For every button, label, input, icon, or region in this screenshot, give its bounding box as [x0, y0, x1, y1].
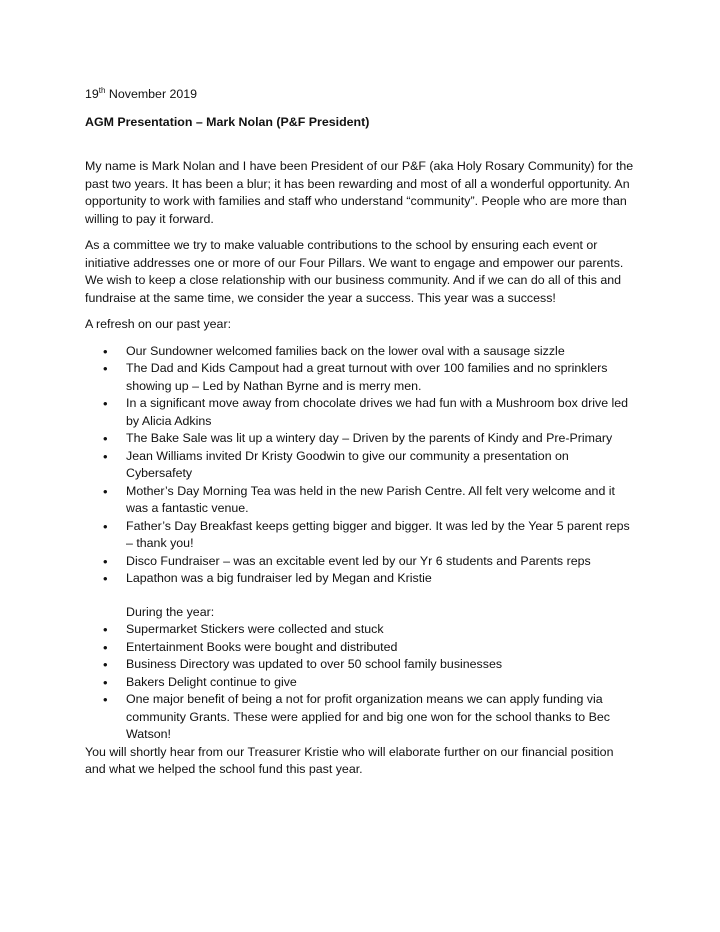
list-item: • Father’s Day Breakfast keeps getting bigger and bigger. It was led by the Year 5 parent reps – thank you!	[85, 518, 636, 553]
list-item: • Lapathon was a big fundraiser led by Megan and Kristie	[85, 570, 636, 588]
list-item: • In a significant move away from chocolate drives we had fun with a Mushroom box drive led by Alicia Adkins	[85, 395, 636, 430]
list-item: • Our Sundowner welcomed families back on the lower oval with a sausage sizzle	[85, 343, 636, 361]
list-item: • Mother’s Day Morning Tea was held in the new Parish Centre. All felt very welcome and it was a fantastic venue.	[85, 483, 636, 518]
date-suffix: th	[98, 85, 106, 95]
list-item: • Supermarket Stickers were collected and stuck	[85, 621, 636, 639]
list-item: • Bakers Delight continue to give	[85, 674, 636, 692]
list-item: • The Bake Sale was lit up a wintery day – Driven by the parents of Kindy and Pre-Primary	[85, 430, 636, 448]
events-list	[85, 343, 636, 588]
date-day: 19	[85, 87, 99, 101]
list-item: • Business Directory was updated to over 50 school family businesses	[85, 656, 636, 674]
during-heading: During the year:	[126, 604, 215, 619]
during-list	[85, 621, 636, 744]
date-rest: November 2019	[105, 87, 198, 101]
paragraph-closing: You will shortly hear from our Treasurer Kristie who will elaborate further on our financial position and what we helped the school fund this past year.	[85, 744, 614, 776]
paragraph-intro: My name is Mark Nolan and I have been President of our P&F (aka Holy Rosary Community) for the past two years. It has been a blur; it has been rewarding and most of all a wonderful opportunity. An opportunity to work with families and staff who understand “community”. People who are more than willing to pay it forward.	[85, 159, 634, 226]
list-item: • Disco Fundraiser – was an excitable event led by our Yr 6 students and Parents reps	[85, 553, 636, 571]
document-date	[85, 86, 636, 104]
list-item: • Entertainment Books were bought and distributed	[85, 639, 636, 657]
paragraph-committee: As a committee we try to make valuable contributions to the school by ensuring each event or initiative addresses one or more of our Four Pillars. We want to engage and empower our parents. We wish to keep a close relationship with our business community. And if we can do all of this and fundraise at the same time, we consider the year a success. This year was a success!	[85, 238, 624, 305]
list-item: • Jean Williams invited Dr Kristy Goodwin to give our community a presentation on Cybersafety	[85, 448, 636, 483]
document-title: AGM Presentation – Mark Nolan (P&F President)	[85, 114, 370, 129]
list-item: • The Dad and Kids Campout had a great turnout with over 100 families and no sprinklers showing up – Led by Nathan Byrne and is merry men.	[85, 360, 636, 395]
list-item: • One major benefit of being a not for profit organization means we can apply funding via community Grants. These were applied for and big one won for the school thanks to Bec Watson!	[85, 691, 636, 744]
refresh-intro: A refresh on our past year:	[85, 317, 232, 331]
